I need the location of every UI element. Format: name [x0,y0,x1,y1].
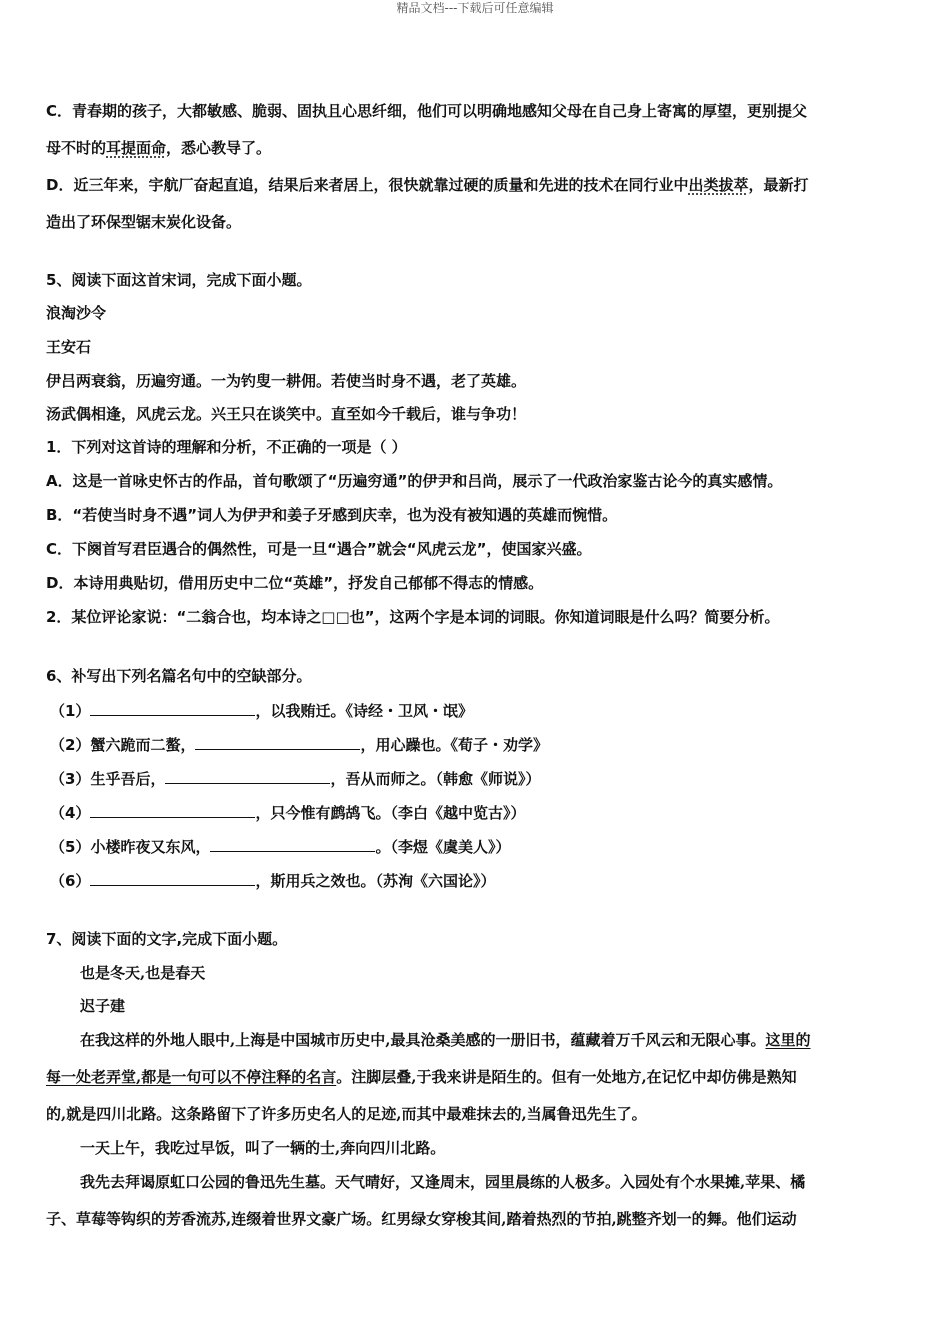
q7-paragraph-1-line3: 的,就是四川北路。这条路留下了许多历史名人的足迹,而其中最难抹去的,当属鲁迅先生了。 [46,1105,647,1123]
q6-item-number: （2） [50,736,91,754]
q5-option-a: A．这是一首咏史怀古的作品，首句歌颂了“历遍穷通”的伊尹和吕尚，展示了一代政治家鉴古论今的真实感情。 [46,472,783,490]
q6-item-number: （4） [50,804,91,822]
q6-item-number: （1） [50,702,91,720]
q6-item-post: 。（李煜《虞美人》） [375,838,511,856]
q7-article-author: 迟子建 [80,997,126,1015]
q7-p1-text: 在我这样的外地人眼中,上海是中国城市历史中,最具沧桑美感的一册旧书，蕴藏着万千风云和无限心事。 [80,1031,766,1049]
q5-poem-line1: 伊吕两衰翁，历遍穷通。一为钓叟一耕佣。若使当时身不遇，老了英雄。 [46,372,527,390]
q7-p1-underlined-sentence: 每一处老弄堂,都是一句可以不停注释的名言 [46,1068,337,1086]
q4-d-text-pre: D．近三年来，宇航厂奋起直追，结果后来者居上，很快就靠过硬的质量和先进的技术在同行业中 [46,176,689,194]
q7-paragraph-3-line2: 子、草莓等钩织的芳香流苏,连缀着世界文豪广场。红男绿女穿梭其间,踏着热烈的节拍,跳整齐划一的舞。他们运动 [46,1210,797,1228]
q6-item-5 [50,835,510,858]
q5-sub-question-2: 2．某位评论家说：“二翁合也，均本诗之□□也”，这两个字是本词的词眼。你知道词眼是什么吗？简要分析。 [46,608,780,626]
q4-c-text-pre: 母不时的 [46,139,107,157]
q6-item-pre: 生乎吾后， [90,770,166,788]
q5-poem-author: 王安石 [46,338,92,356]
q4-option-d-line1 [46,174,809,196]
q7-paragraph-1-line1 [80,1029,810,1051]
q5-option-b: B．“若使当时身不遇”词人为伊尹和姜子牙感到庆幸，也为没有被知遇的英雄而惋惜。 [46,506,618,524]
q4-c-emphasized-phrase: 耳提面命 [106,139,167,157]
q6-item-3 [50,767,540,790]
q4-c-text-post: ，悉心教导了。 [166,139,272,157]
q6-item-6 [50,869,495,892]
q7-paragraph-3-line1: 我先去拜谒原虹口公园的鲁迅先生墓。天气晴好，又逢周末，园里晨练的人极多。入园处有个水果摊,苹果、橘 [80,1173,806,1191]
q6-title: 6、补写出下列名篇名句中的空缺部分。 [46,667,312,685]
q5-option-d: D．本诗用典贴切，借用历史中二位“英雄”，抒发自己郁郁不得志的情感。 [46,574,544,592]
q6-item-post: ，用心躁也。《荀子・劝学》 [360,736,548,754]
q7-p1-text-cont: 。注脚层叠,于我来讲是陌生的。但有一处地方,在记忆中却仿佛是熟知 [336,1068,797,1086]
q6-fill-blank[interactable] [195,733,360,750]
q6-fill-blank[interactable] [90,699,255,716]
q6-item-post: ，以我贿迁。《诗经・卫风・氓》 [255,702,473,720]
q6-item-post: ，吾从而师之。（韩愈《师说》） [330,770,541,788]
q5-poem-title: 浪淘沙令 [46,304,107,322]
q6-item-post: ，斯用兵之效也。（苏洵《六国论》） [255,872,496,890]
q4-option-c-line1: C．青春期的孩子，大都敏感、脆弱、固执且心思纤细，他们可以明确地感知父母在自己身上寄寓的厚望，更别提父 [46,102,808,120]
q6-fill-blank[interactable] [210,835,375,852]
q5-option-c: C．下阕首写君臣遇合的偶然性，可是一旦“遇合”就会“风虎云龙”，使国家兴盛。 [46,540,592,558]
q5-poem-line2: 汤武偶相逢，风虎云龙。兴王只在谈笑中。直至如今千载后，谁与争功！ [46,405,527,423]
q6-item-pre: 蟹六跪而二螯， [90,736,196,754]
q6-fill-blank[interactable] [90,869,255,886]
q6-item-post: ，只今惟有鹧鸪飞。（李白《越中览古》） [255,804,526,822]
q4-d-text-post: ，最新打 [748,176,809,194]
q6-item-number: （5） [50,838,91,856]
q5-title: 5、阅读下面这首宋词，完成下面小题。 [46,271,312,289]
q6-item-1 [50,699,473,722]
q6-item-2 [50,733,548,756]
q7-paragraph-1-line2 [46,1066,797,1088]
page-header: 精品文档---下载后可任意编辑 [396,1,554,15]
q4-d-emphasized-phrase: 出类拔萃 [688,176,749,194]
q7-paragraph-2: 一天上午，我吃过早饭，叫了一辆的士,奔向四川北路。 [80,1139,446,1157]
q7-article-title: 也是冬天,也是春天 [80,964,206,982]
q6-item-pre: 小楼昨夜又东风， [90,838,211,856]
q6-item-4 [50,801,525,824]
q4-option-d-line2: 造出了环保型锯末炭化设备。 [46,213,242,231]
q7-title: 7、阅读下面的文字,完成下面小题。 [46,930,288,948]
q6-fill-blank[interactable] [90,801,255,818]
q5-sub-question-1: 1．下列对这首诗的理解和分析，不正确的一项是（ ） [46,438,407,456]
q7-p1-underlined-start: 这里的 [765,1031,811,1049]
q6-item-number: （3） [50,770,91,788]
q6-item-number: （6） [50,872,91,890]
q6-fill-blank[interactable] [165,767,330,784]
q4-option-c-line2 [46,137,271,159]
